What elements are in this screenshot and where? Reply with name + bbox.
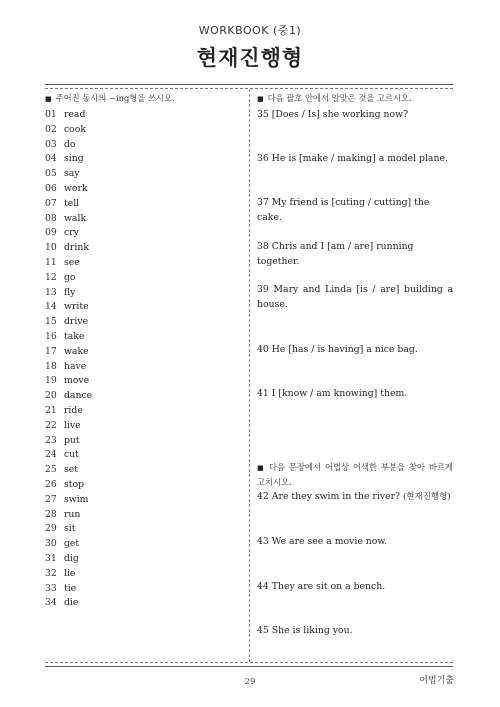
- verb-item: [45, 478, 243, 493]
- question-42-text: 42 Are they swim in the river?: [257, 491, 401, 502]
- verb-word: cut: [63, 449, 79, 461]
- verb-number: 12: [45, 271, 57, 283]
- verb-word: ride: [63, 404, 83, 416]
- verb-item: [45, 567, 243, 582]
- verb-item: [45, 138, 243, 153]
- verb-word: get: [63, 538, 80, 550]
- top-rule: [45, 84, 453, 85]
- choice-instruction-text: 다음 괄호 안에서 알맞은 것을 고르시오.: [267, 93, 412, 103]
- question-39: 39 Mary and Linda [is / are] building a house.: [257, 284, 453, 310]
- verb-word: work: [63, 182, 88, 194]
- verb-number: 24: [45, 449, 57, 461]
- verb-word: tell: [63, 197, 80, 209]
- verb-item: [45, 419, 243, 434]
- verb-number: 17: [45, 345, 57, 357]
- bottom-dashed-rule: [45, 662, 453, 663]
- question-38: 38 Chris and I [am / are] running together.: [257, 241, 414, 267]
- verb-number: 28: [45, 508, 57, 520]
- verb-list: [45, 108, 243, 611]
- verb-item: [45, 522, 243, 537]
- verb-word: cry: [63, 227, 79, 239]
- verb-item: [45, 271, 243, 286]
- verb-item: [45, 167, 243, 182]
- verb-item: [45, 315, 243, 330]
- verb-word: lie: [63, 567, 76, 579]
- bullet-icon: ■: [45, 95, 52, 103]
- verb-word: die: [63, 597, 79, 609]
- correction-instruction-text: 다음 문장에서 어법상 어색한 부분을 찾아 바르게 고치시오.: [257, 462, 453, 487]
- question-37: 37 My friend is [cuting / cutting] the cake.: [257, 197, 430, 223]
- verb-number: 27: [45, 493, 57, 505]
- verb-item: [45, 226, 243, 241]
- verb-item: [45, 404, 243, 419]
- verb-item: [45, 508, 243, 523]
- verb-word: swim: [63, 493, 89, 505]
- question-40: 40 He [has / is having] a nice bag.: [257, 344, 418, 355]
- verb-number: 32: [45, 567, 57, 579]
- verb-number: 25: [45, 464, 57, 476]
- question-36: 36 He is [make / making] a model plane.: [257, 153, 448, 164]
- verb-word: cook: [63, 123, 87, 135]
- verb-item: [45, 212, 243, 227]
- verb-number: 05: [45, 168, 57, 180]
- question-44: 44 They are sit on a bench.: [257, 581, 386, 592]
- page-title: 현재진행형: [196, 46, 304, 70]
- verb-item: [45, 434, 243, 449]
- verb-number: 06: [45, 182, 57, 194]
- verb-number: 21: [45, 404, 57, 416]
- verb-item: [45, 182, 243, 197]
- verb-item: [45, 197, 243, 212]
- verb-word: put: [63, 434, 80, 446]
- column-divider: [249, 89, 250, 662]
- bullet-icon: ■: [257, 95, 264, 103]
- verb-number: 20: [45, 390, 57, 402]
- verb-number: 08: [45, 212, 57, 224]
- verb-item: [45, 552, 243, 567]
- verb-word: fly: [63, 286, 76, 298]
- verb-item: [45, 374, 243, 389]
- question-35: 35 [Does / Is] she working now?: [257, 109, 409, 120]
- verb-item: [45, 493, 243, 508]
- verb-number: 31: [45, 552, 57, 564]
- verb-number: 07: [45, 197, 57, 209]
- verb-number: 30: [45, 538, 57, 550]
- verb-number: 16: [45, 330, 57, 342]
- verb-number: 19: [45, 375, 57, 387]
- verb-word: do: [63, 138, 76, 150]
- verb-item: [45, 463, 243, 478]
- verb-item: [45, 108, 243, 123]
- verb-number: 11: [45, 256, 57, 268]
- question-42-hint: (현재진행형): [402, 492, 451, 502]
- verb-word: drive: [63, 316, 89, 328]
- verb-item: [45, 537, 243, 552]
- verb-item: [45, 241, 243, 256]
- choice-instruction: [257, 92, 453, 106]
- correction-instruction: [257, 460, 453, 489]
- workbook-subtitle: WORKBOOK (중1): [198, 24, 302, 37]
- question-41: 41 I [know / am knowing] them.: [257, 388, 408, 399]
- question-45: 45 She is liking you.: [257, 625, 353, 636]
- verb-word: sing: [63, 153, 84, 165]
- verb-item: [45, 360, 243, 375]
- verb-item: [45, 448, 243, 463]
- verb-word: write: [63, 301, 89, 313]
- verb-item: [45, 300, 243, 315]
- verb-number: 15: [45, 316, 57, 328]
- right-column: [257, 92, 453, 636]
- verb-number: 13: [45, 286, 57, 298]
- verb-number: 34: [45, 597, 57, 609]
- verb-word: dance: [63, 390, 93, 402]
- verb-number: 02: [45, 123, 57, 135]
- verb-word: walk: [63, 212, 87, 224]
- verb-word: set: [63, 464, 78, 476]
- verb-word: drink: [63, 242, 89, 254]
- question-42: [257, 489, 453, 505]
- left-column: [45, 92, 243, 611]
- bottom-rule: [45, 666, 453, 667]
- verb-word: see: [63, 256, 80, 268]
- verb-word: have: [63, 360, 87, 372]
- verb-word: run: [63, 508, 81, 520]
- verb-instruction-text: 주어진 동사의 ~ing형을 쓰시오.: [55, 93, 175, 103]
- verb-number: 33: [45, 582, 57, 594]
- verb-item: [45, 152, 243, 167]
- verb-item: [45, 389, 243, 404]
- verb-number: 18: [45, 360, 57, 372]
- verb-item: [45, 256, 243, 271]
- verb-item: [45, 582, 243, 597]
- verb-item: [45, 345, 243, 360]
- verb-word: take: [63, 330, 85, 342]
- verb-item: [45, 596, 243, 611]
- verb-number: 14: [45, 301, 57, 313]
- footer-label: 어법기출: [419, 676, 454, 686]
- verb-word: wake: [63, 345, 89, 357]
- verb-number: 29: [45, 523, 57, 535]
- bullet-icon: ■: [257, 464, 265, 472]
- verb-instruction: [45, 92, 243, 106]
- verb-word: move: [63, 375, 90, 387]
- verb-number: 01: [45, 109, 57, 120]
- verb-number: 26: [45, 478, 57, 490]
- verb-word: dig: [63, 552, 79, 564]
- verb-item: [45, 123, 243, 138]
- page-number: 29: [244, 677, 256, 687]
- verb-word: go: [63, 271, 76, 283]
- verb-item: [45, 330, 243, 345]
- verb-number: 10: [45, 242, 57, 254]
- verb-word: read: [63, 109, 86, 120]
- verb-number: 04: [45, 153, 57, 165]
- verb-number: 23: [45, 434, 57, 446]
- verb-word: live: [63, 419, 81, 431]
- verb-number: 09: [45, 227, 57, 239]
- verb-number: 03: [45, 138, 57, 150]
- verb-number: 22: [45, 419, 57, 431]
- verb-word: say: [63, 168, 80, 180]
- verb-item: [45, 286, 243, 301]
- verb-word: stop: [63, 478, 85, 490]
- verb-word: sit: [63, 523, 76, 535]
- question-43: 43 We are see a movie now.: [257, 536, 388, 547]
- verb-word: tie: [63, 582, 77, 594]
